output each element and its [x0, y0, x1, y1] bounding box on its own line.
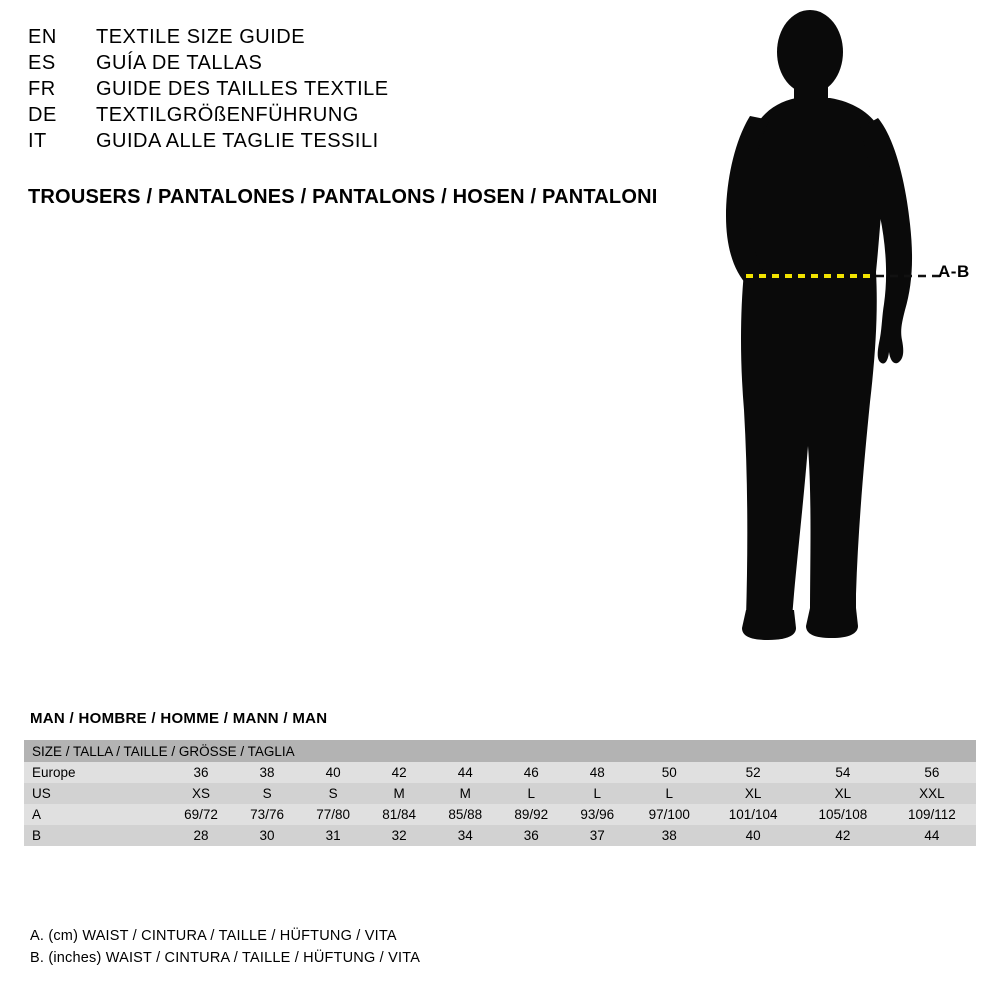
table-cell: 44 — [432, 762, 498, 783]
table-cell: 46 — [498, 762, 564, 783]
language-row-it — [28, 130, 668, 153]
table-cell: 48 — [564, 762, 630, 783]
size-table — [24, 740, 976, 846]
table-cell: 56 — [888, 762, 976, 783]
table-cell: S — [234, 783, 300, 804]
table-cell: 38 — [630, 825, 708, 846]
table-cell: M — [366, 783, 432, 804]
language-text: GUIDA ALLE TAGLIE TESSILI — [96, 130, 379, 152]
table-header-label: SIZE / TALLA / TAILLE / GRÖSSE / TAGLIA — [24, 740, 976, 762]
language-code: EN — [28, 26, 57, 48]
table-cell: 44 — [888, 825, 976, 846]
table-row — [24, 762, 976, 783]
table-cell: XL — [798, 783, 888, 804]
garment-subtitle: TROUSERS / PANTALONES / PANTALONS / HOSEN / PANTALONI — [28, 186, 658, 208]
language-text: TEXTILE SIZE GUIDE — [96, 26, 306, 48]
table-cell: 89/92 — [498, 804, 564, 825]
table-cell: 101/104 — [708, 804, 798, 825]
table-cell: 37 — [564, 825, 630, 846]
table-cell: 73/76 — [234, 804, 300, 825]
table-cell: L — [564, 783, 630, 804]
language-row-en — [28, 26, 668, 49]
table-cell: 93/96 — [564, 804, 630, 825]
body-silhouette-figure — [690, 10, 990, 660]
measurement-label-ab: A-B — [938, 262, 970, 281]
language-code: DE — [28, 104, 57, 126]
language-text: GUÍA DE TALLAS — [96, 52, 263, 74]
table-cell: 28 — [168, 825, 234, 846]
language-text: TEXTILGRÖßENFÜHRUNG — [96, 104, 359, 126]
table-cell: 42 — [798, 825, 888, 846]
table-row — [24, 825, 976, 846]
table-cell: 54 — [798, 762, 888, 783]
table-cell: 31 — [300, 825, 366, 846]
language-row-fr — [28, 78, 668, 101]
table-cell: S — [300, 783, 366, 804]
table-cell: 105/108 — [798, 804, 888, 825]
note-a: A. (cm) WAIST / CINTURA / TAILLE / HÜFTUNG / VITA — [30, 928, 397, 944]
table-cell: 34 — [432, 825, 498, 846]
row-label: Europe — [24, 762, 168, 783]
note-b: B. (inches) WAIST / CINTURA / TAILLE / HÜFTUNG / VITA — [30, 950, 421, 967]
table-cell: 69/72 — [168, 804, 234, 825]
table-header-row — [24, 740, 976, 762]
table-cell: 52 — [708, 762, 798, 783]
language-row-es — [28, 52, 668, 75]
measurement-notes — [30, 925, 420, 970]
language-code: IT — [28, 130, 47, 152]
table-cell: 81/84 — [366, 804, 432, 825]
language-row-de — [28, 104, 668, 127]
table-cell: M — [432, 783, 498, 804]
table-cell: L — [630, 783, 708, 804]
row-label: US — [24, 783, 168, 804]
table-row — [24, 804, 976, 825]
table-cell: XXL — [888, 783, 976, 804]
row-label: A — [24, 804, 168, 825]
language-text: GUIDE DES TAILLES TEXTILE — [96, 78, 389, 100]
language-code: FR — [28, 78, 56, 100]
table-cell: 97/100 — [630, 804, 708, 825]
language-list — [28, 26, 668, 156]
table-section-title: MAN / HOMBRE / HOMME / MANN / MAN — [30, 710, 328, 727]
table-cell: 40 — [708, 825, 798, 846]
table-cell: 36 — [168, 762, 234, 783]
table-row — [24, 783, 976, 804]
table-cell: XS — [168, 783, 234, 804]
table-cell: L — [498, 783, 564, 804]
language-code: ES — [28, 52, 56, 74]
table-cell: 30 — [234, 825, 300, 846]
table-cell: XL — [708, 783, 798, 804]
table-cell: 32 — [366, 825, 432, 846]
table-cell: 85/88 — [432, 804, 498, 825]
row-label: B — [24, 825, 168, 846]
table-cell: 42 — [366, 762, 432, 783]
table-cell: 77/80 — [300, 804, 366, 825]
table-cell: 109/112 — [888, 804, 976, 825]
table-cell: 38 — [234, 762, 300, 783]
table-cell: 40 — [300, 762, 366, 783]
table-cell: 50 — [630, 762, 708, 783]
table-cell: 36 — [498, 825, 564, 846]
